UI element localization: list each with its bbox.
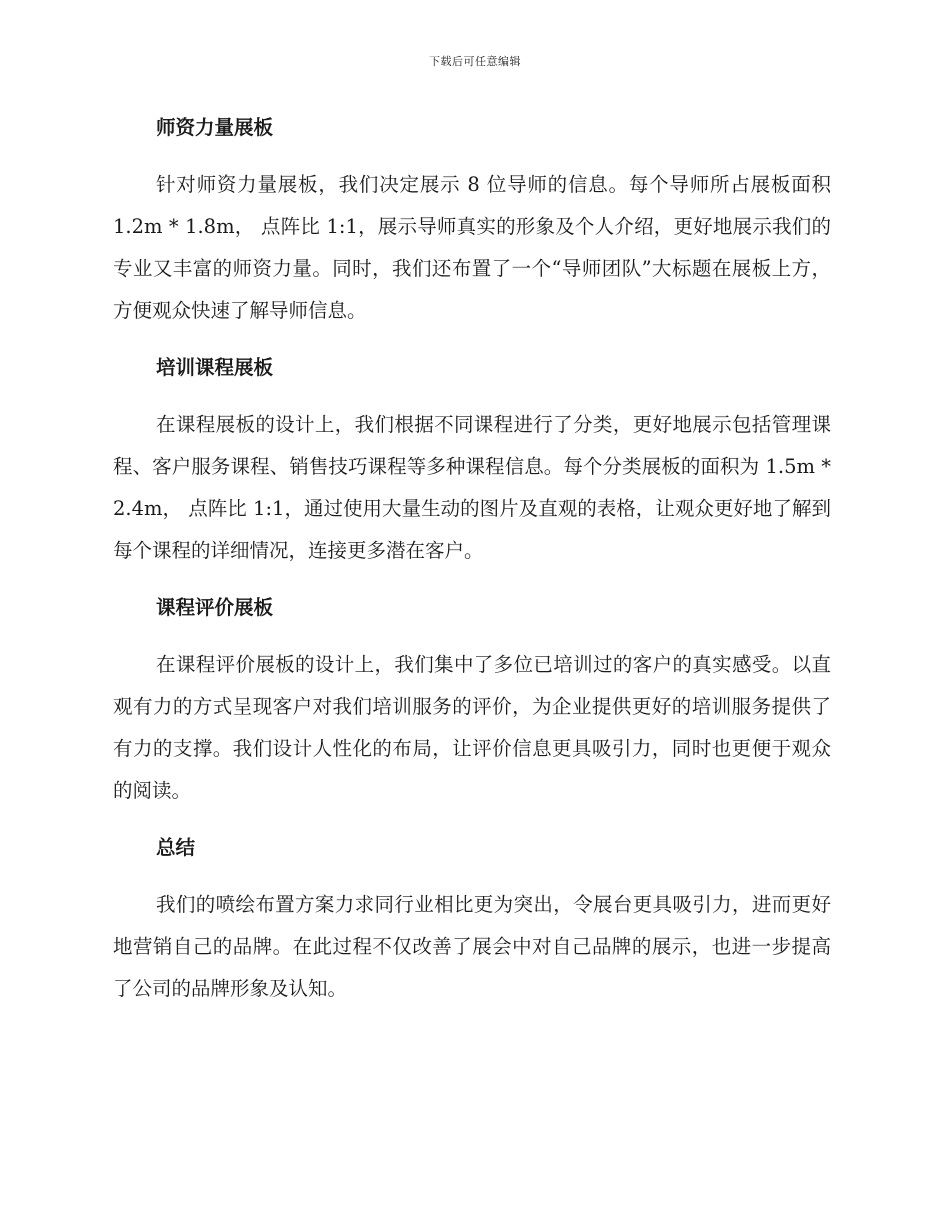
section-faculty (113, 110, 831, 332)
section-heading: 师资力量展板 (156, 116, 274, 139)
page-header-note: 下载后可任意编辑 (429, 55, 521, 68)
section-courses (113, 350, 831, 572)
section-summary (113, 830, 831, 1010)
section-paragraph: 针对师资力量展板，我们决定展示 8 位导师的信息。每个导师所占展板面积 1.2m * 1.8m， 点阵比 1:1，展示导师真实的形象及个人介绍，更好地展示我们的专业又丰富的师资力量。同时，我们还布置了一个“导师团队”大标题在展板上方，方便观众快速了解导师信息。 (113, 173, 831, 322)
section-heading: 培训课程展板 (156, 356, 274, 379)
section-heading: 总结 (156, 836, 196, 859)
document-body (113, 110, 831, 1010)
section-paragraph: 在课程展板的设计上，我们根据不同课程进行了分类，更好地展示包括管理课程、客户服务课程、销售技巧课程等多种课程信息。每个分类展板的面积为 1.5m * 2.4m， 点阵比 1:1，通过使用大量生动的图片及直观的表格，让观众更好地了解到每个课程的详细情况，连接更多潜在客户。 (113, 413, 831, 562)
section-reviews (113, 590, 831, 812)
section-paragraph: 在课程评价展板的设计上，我们集中了多位已培训过的客户的真实感受。以直观有力的方式呈现客户对我们培训服务的评价，为企业提供更好的培训服务提供了有力的支撑。我们设计人性化的布局，让评价信息更具吸引力，同时也更便于观众的阅读。 (113, 653, 831, 802)
section-paragraph: 我们的喷绘布置方案力求同行业相比更为突出，令展台更具吸引力，进而更好地营销自己的品牌。在此过程不仅改善了展会中对自己品牌的展示，也进一步提高了公司的品牌形象及认知。 (113, 893, 831, 1000)
section-heading: 课程评价展板 (156, 596, 274, 619)
